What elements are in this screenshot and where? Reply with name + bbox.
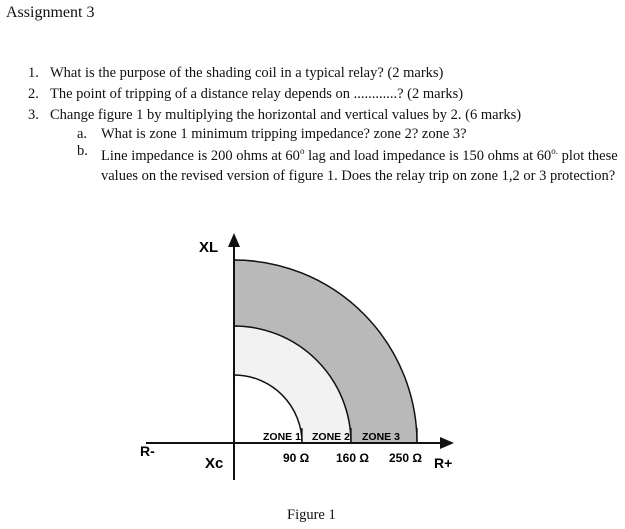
zone-2-value: 160 Ω (336, 451, 369, 465)
zone-1-value: 90 Ω (283, 451, 310, 465)
question-3-text: Change figure 1 by multiplying the horizontal and vertical values by 2. (6 marks) (50, 107, 522, 123)
xl-axis-label: XL (199, 239, 219, 256)
xl-arrow (228, 233, 240, 247)
degree-symbol-1: o (299, 146, 305, 156)
r-minus-axis-label: R- (140, 443, 155, 459)
question-1-text: What is the purpose of the shading coil in a typical relay? (2 marks) (50, 65, 444, 81)
subquestion-a-text: What is zone 1 minimum tripping impedance? zone 2? zone 3? (101, 126, 467, 142)
question-2-number: 2. (28, 86, 39, 102)
subquestion-b-text-before: Line impedance is 200 ohms at 60 (101, 147, 300, 164)
figure-caption: Figure 1 (287, 507, 336, 523)
question-3-number: 3. (28, 107, 39, 123)
xc-axis-label: Xc (205, 455, 224, 472)
subquestion-b-text-after: plot these values on the revised version of figure 1. Does the relay trip on zone 1,2 or 3 protection? (101, 147, 618, 184)
r-plus-arrow (440, 437, 454, 449)
question-1-number: 1. (28, 65, 39, 81)
zone-1-label: ZONE 1 (263, 431, 301, 443)
assignment-title: Assignment 3 (6, 4, 95, 21)
zone-2-label: ZONE 2 (312, 431, 350, 443)
subquestion-a-letter: a. (77, 126, 88, 142)
question-2-text: The point of tripping of a distance relay depends on ............? (2 marks) (50, 86, 464, 102)
subquestion-b-letter: b. (77, 143, 88, 159)
subquestion-b-text-mid: lag and load impedance is 150 ohms at 60 (304, 147, 552, 164)
r-plus-axis-label: R+ (434, 455, 453, 471)
degree-symbol-2: o. (551, 146, 559, 156)
zone-3-label: ZONE 3 (362, 431, 400, 443)
zone-3-value: 250 Ω (389, 451, 422, 465)
